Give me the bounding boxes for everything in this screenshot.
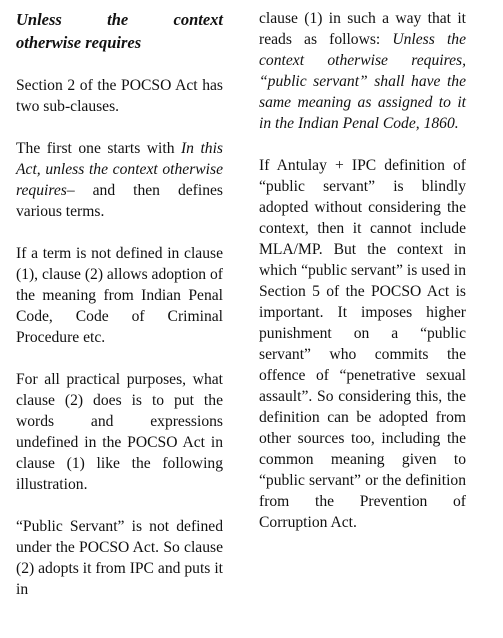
paragraph-first-clause-tail: and then defines various terms.	[16, 182, 223, 220]
paragraph-first-clause-text: The first one starts with	[16, 140, 181, 157]
right-column	[259, 8, 466, 638]
left-column	[16, 8, 223, 638]
paragraph-practical-purposes: For all practical purposes, what clause (2) does is to put the words and expressions undefined in the POCSO Act in clause (1) like the following illustration.	[16, 371, 223, 493]
quoted-clause-text: In this Act, unless the context otherwise requires–	[16, 140, 223, 199]
paragraph-antulay-context: If Antulay + IPC definition of “public servant” is blindly adopted without considering the context, then it cannot include MLA/MP. But the context in which “public servant” is used in Section 5 of the POCSO Act is important. It imposes higher punishment on a “public servant” who commits the offence of “penetrative sexual assault”. So considering this, the definition can be adopted from other sources too, including the common meaning given to “public servant” or the definition from the Prevention of Corruption Act.	[259, 157, 466, 531]
paragraph-first-clause	[16, 138, 223, 222]
paragraph-clause-two: If a term is not defined in clause (1), clause (2) allows adoption of the meaning from Indian Penal Code, Code of Criminal Procedure etc.	[16, 245, 223, 346]
two-column-layout	[16, 8, 487, 638]
paragraph-sub-clauses: Section 2 of the POCSO Act has two sub-clauses.	[16, 77, 223, 115]
paragraph-illustration-text: clause (1) in such a way that it reads as follows:	[259, 10, 466, 48]
section-heading	[16, 8, 223, 54]
paragraph-public-servant: “Public Servant” is not defined under the POCSO Act. So clause (2) adopts it from IPC and puts it in	[16, 518, 223, 598]
paragraph-illustration	[259, 8, 466, 134]
heading-line-1: Unless the context	[16, 10, 223, 29]
heading-line-2: otherwise requires	[16, 33, 142, 52]
illustration-quote: Unless the context otherwise requires, “public servant” shall have the same meaning as assigned to it in the Indian Penal Code, 1860.	[259, 31, 466, 132]
